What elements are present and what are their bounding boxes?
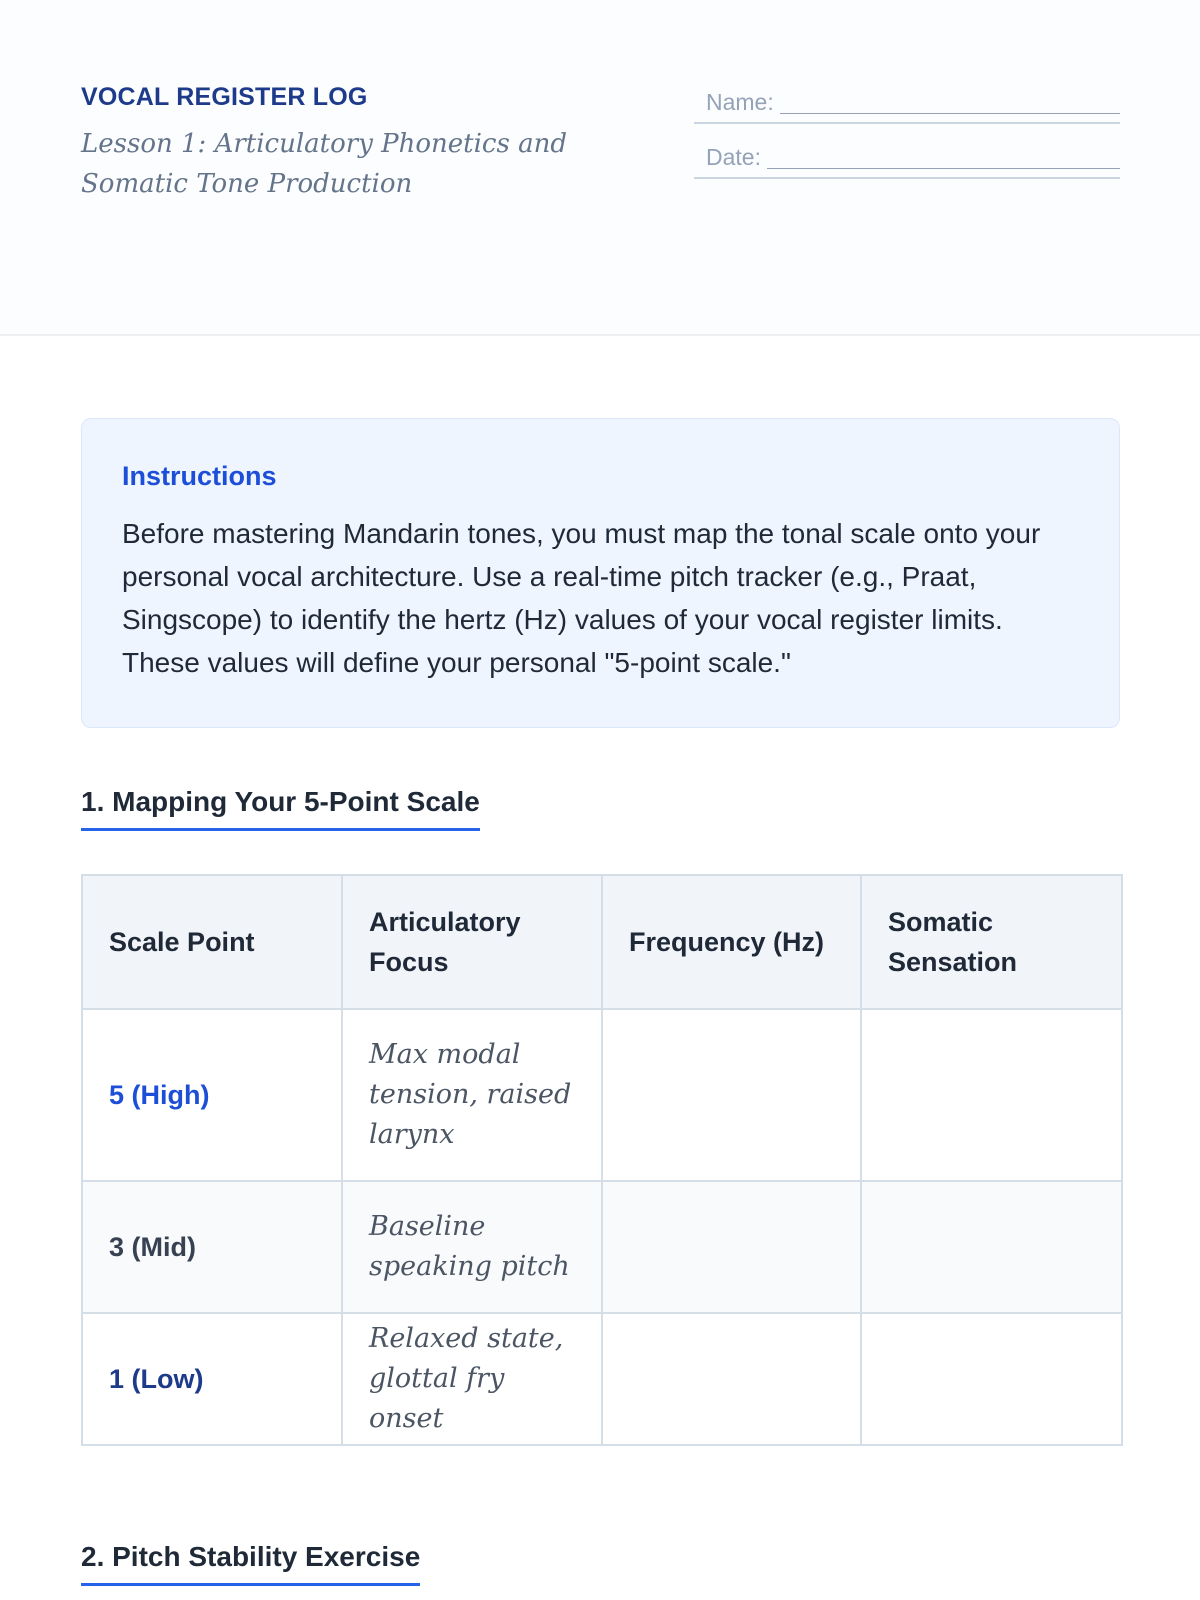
sensation-input-cell[interactable] [861,1181,1122,1313]
sensation-input-cell[interactable] [861,1313,1122,1445]
articulatory-focus-cell: Relaxed state, glottal fry onset [342,1313,602,1445]
document-title: VOCAL REGISTER LOG [81,83,368,111]
scale-point-cell: 5 (High) [82,1009,342,1181]
sensation-input-cell[interactable] [861,1009,1122,1181]
name-label: Name: [706,89,774,115]
frequency-input-cell[interactable] [602,1009,861,1181]
date-field[interactable] [694,141,1120,179]
scale-mapping-table [81,874,1123,1446]
articulatory-focus-cell: Baseline speaking pitch [342,1181,602,1313]
page-header [0,0,1200,336]
table-header-row [82,875,1122,1009]
section-title-mapping-scale: 1. Mapping Your 5-Point Scale [81,786,480,831]
lesson-subtitle: Lesson 1: Articulatory Phonetics and Somatic Tone Production [81,129,567,199]
table-row [82,1009,1122,1181]
frequency-input-cell[interactable] [602,1313,861,1445]
date-blank-line[interactable] [767,168,1120,169]
scale-point-cell: 1 (Low) [82,1313,342,1445]
table-row [82,1313,1122,1445]
column-header-somatic-sensation: Somatic Sensation [861,875,1122,1009]
column-header-frequency: Frequency (Hz) [602,875,861,1009]
instructions-body: Before mastering Mandarin tones, you must map the tonal scale onto your personal vocal architecture. Use a real-time pitch tracker (e.g., Praat, Singscope) to identify the hertz (Hz) values of your vocal register limits. These values will define your personal "5-point scale." [122,518,1041,678]
articulatory-focus-cell: Max modal tension, raised larynx [342,1009,602,1181]
column-header-scale-point: Scale Point [82,875,342,1009]
frequency-input-cell[interactable] [602,1181,861,1313]
column-header-articulatory-focus: Articulatory Focus [342,875,602,1009]
scale-point-cell: 3 (Mid) [82,1181,342,1313]
table-row [82,1181,1122,1313]
name-field[interactable] [694,86,1120,124]
instructions-title: Instructions [122,461,277,491]
section-title-pitch-stability: 2. Pitch Stability Exercise [81,1541,420,1586]
name-blank-line[interactable] [780,113,1120,114]
instructions-box [81,418,1120,728]
date-label: Date: [706,144,761,170]
